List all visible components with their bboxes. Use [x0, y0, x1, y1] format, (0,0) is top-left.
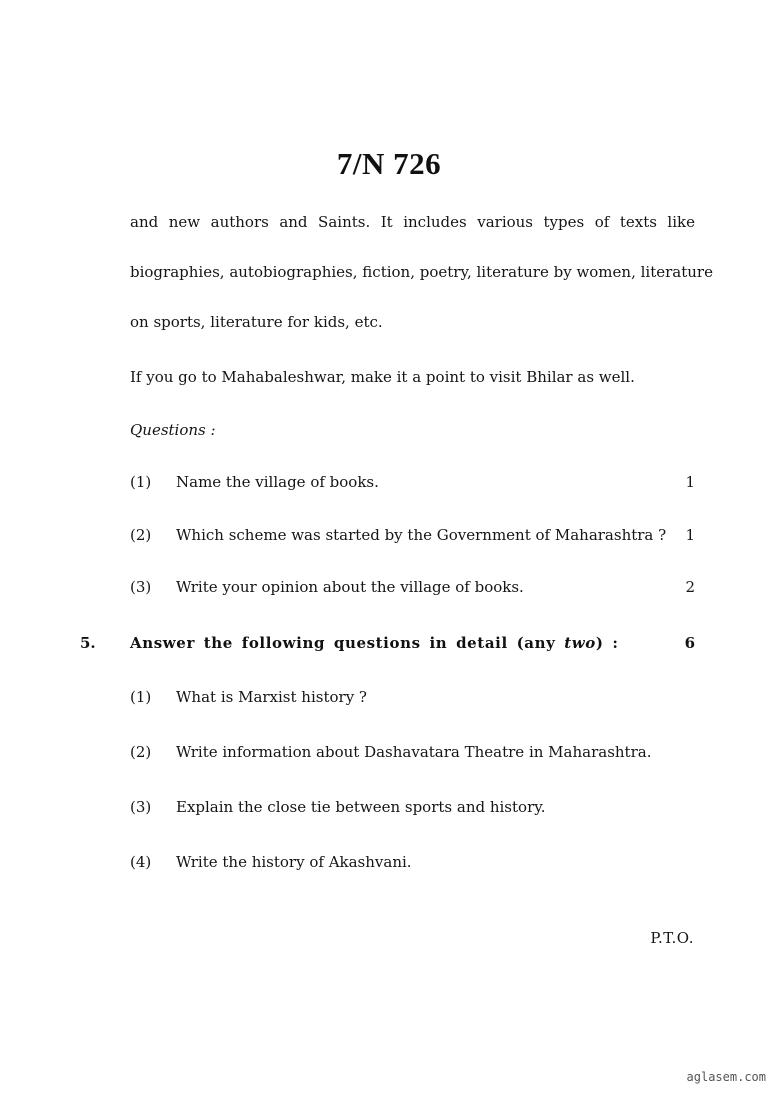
section-item: [130, 742, 695, 762]
question-number: (3): [130, 578, 152, 596]
please-turn-over: P.T.O.: [650, 929, 694, 947]
question-item: [130, 577, 695, 597]
question-number: (2): [130, 526, 152, 544]
section-item: [130, 687, 695, 707]
section-instruction: [130, 632, 619, 654]
passage-line-4: If you go to Mahabaleshwar, make it a point to visit Bhilar as well.: [130, 368, 635, 386]
passage-line-3: on sports, literature for kids, etc.: [130, 313, 383, 331]
question-marks: 1: [685, 473, 695, 491]
section-item: [130, 797, 695, 817]
watermark: aglasem.com: [686, 1070, 766, 1084]
section-item-text: Write information about Dashavatara Theatre in Maharashtra.: [176, 743, 652, 761]
section-item: [130, 852, 695, 872]
passage-line-1: and new authors and Saints. It includes various types of texts like: [130, 213, 695, 231]
question-item: [130, 472, 695, 492]
question-text: Name the village of books.: [176, 473, 379, 491]
section-item-text: What is Marxist history ?: [176, 688, 367, 706]
section-number: 5.: [80, 634, 96, 652]
questions-heading: Questions :: [130, 421, 216, 439]
section-item-number: (1): [130, 688, 152, 706]
section-item-number: (4): [130, 853, 152, 871]
section-marks: 6: [684, 634, 695, 652]
passage-line-2: biographies, autobiographies, fiction, poetry, literature by women, literature: [130, 263, 713, 281]
question-item: [130, 525, 695, 545]
question-text: Write your opinion about the village of books.: [176, 578, 524, 596]
section-item-number: (3): [130, 798, 152, 816]
section-item-text: Write the history of Akashvani.: [176, 853, 412, 871]
section-instruction-emphasis: two: [564, 634, 596, 652]
question-marks: 1: [685, 526, 695, 544]
question-number: (1): [130, 473, 152, 491]
section-5-heading: [80, 632, 695, 654]
section-item-number: (2): [130, 743, 152, 761]
question-marks: 2: [685, 578, 695, 596]
section-instruction-end: ) :: [595, 634, 619, 652]
page-code-title: 7/N 726: [336, 146, 442, 181]
section-item-text: Explain the close tie between sports and history.: [176, 798, 546, 816]
section-instruction-start: Answer the following questions in detail (any: [130, 634, 565, 652]
question-text: Which scheme was started by the Government of Maharashtra ?: [176, 526, 667, 544]
